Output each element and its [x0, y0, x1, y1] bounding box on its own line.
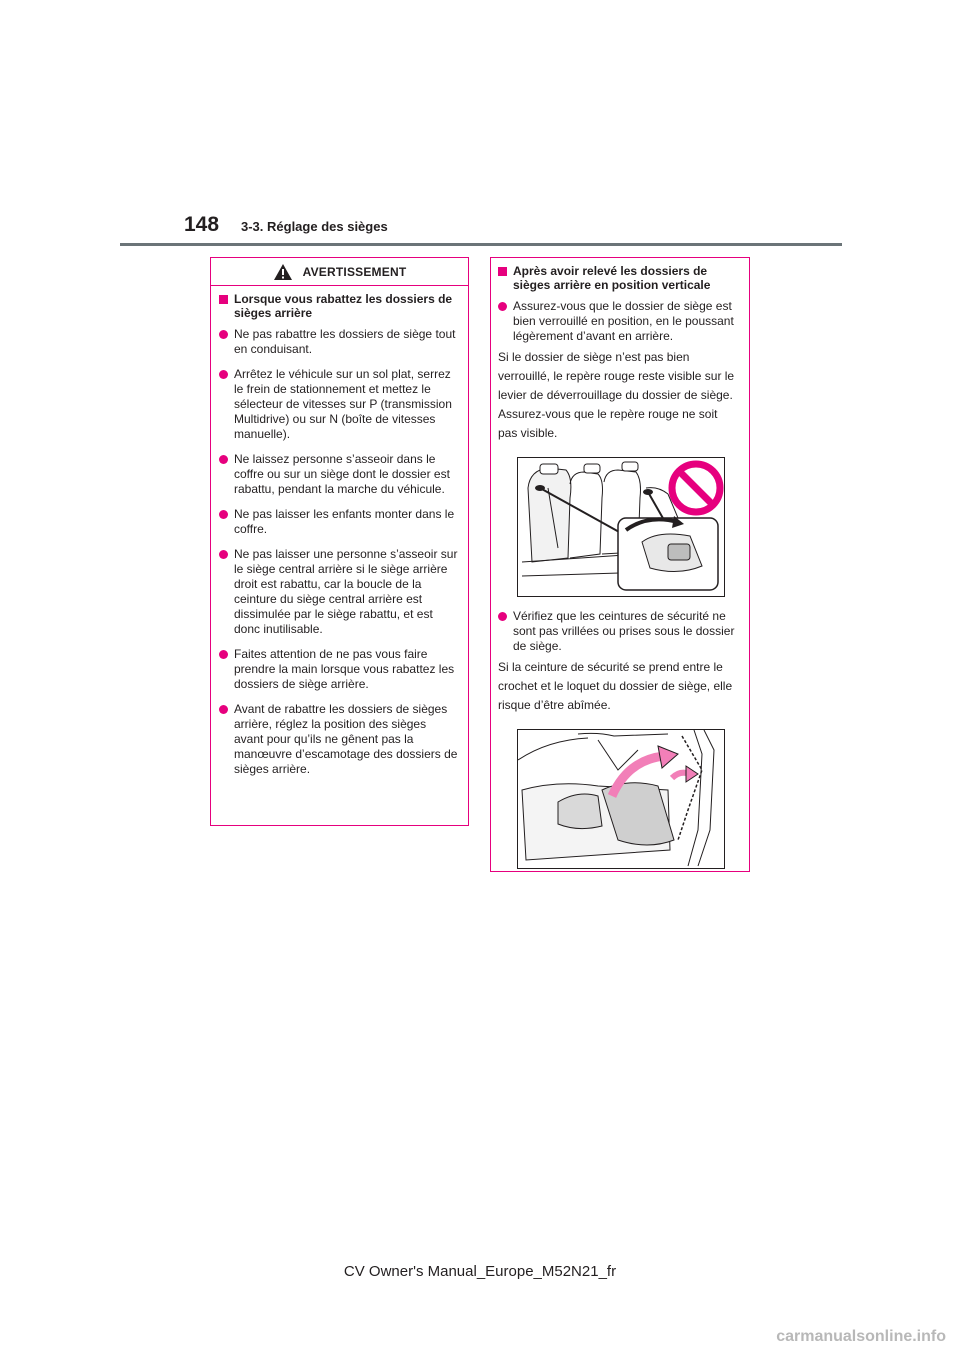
square-bullet-icon	[498, 267, 507, 276]
list-item-text: Ne pas laisser une personne s’asseoir sur le siège central arrière si le siège arrière droit est rabattu, car la boucle de la ceinture du siège central arrière est dissimulée par le siège rabattu, et est donc inutilisable.	[234, 547, 458, 636]
page-number: 148	[184, 213, 220, 236]
footer-text: CV Owner's Manual_Europe_M52N21_fr	[343, 1263, 617, 1280]
list-item	[498, 299, 739, 344]
seat-belt-illustration	[517, 729, 725, 869]
warning-heading	[219, 292, 458, 320]
list-item-text: Ne pas laisser les enfants monter dans le coffre.	[234, 507, 455, 536]
warning-header	[211, 258, 468, 286]
bullet-icon	[498, 612, 507, 621]
list-item	[498, 609, 739, 654]
list-item	[219, 507, 458, 537]
paragraph: Si la ceinture de sécurité se prend entre le crochet et le loquet du dossier de siège, elle risque d’être abîmée.	[498, 660, 733, 712]
list-item-text: Arrêtez le véhicule sur un sol plat, serrez le frein de stationnement et mettez le sélecteur de vitesses sur P (transmission Multidrive) ou sur N (boîte de vitesses manuelle).	[234, 367, 452, 441]
list-item	[219, 327, 458, 357]
list-item-text: Ne pas rabattre les dossiers de siège tout en conduisant.	[234, 327, 456, 356]
header-rule	[120, 243, 842, 246]
bullet-icon	[219, 705, 228, 714]
warning-triangle-icon	[273, 263, 293, 281]
list-item-text: Faites attention de ne pas vous faire prendre la main lorsque vous rabattez les dossiers de siège arrière.	[234, 647, 455, 691]
list-item	[219, 547, 458, 637]
warning-heading-text: Lorsque vous rabattez les dossiers de sièges arrière	[234, 292, 453, 320]
list-item	[219, 647, 458, 692]
bullet-icon	[219, 650, 228, 659]
paragraph: Si le dossier de siège n’est pas bien verrouillé, le repère rouge reste visible sur le levier de déverrouillage du dossier de siège. Assurez-vous que le repère rouge ne soit pas visible.	[498, 350, 735, 440]
seat-lock-illustration	[517, 457, 725, 597]
square-bullet-icon	[219, 295, 228, 304]
list-item-text: Vérifiez que les ceintures de sécurité ne sont pas vrillées ou prises sous le dossier de siège.	[513, 609, 735, 653]
list-item	[219, 702, 458, 777]
list-item-text: Assurez-vous que le dossier de siège est bien verrouillé en position, en le poussant légèrement d’avant en arrière.	[513, 299, 734, 343]
seat-belt-drawing	[518, 730, 724, 868]
bullet-icon	[498, 302, 507, 311]
section-title: 3-3. Réglage des sièges	[241, 219, 388, 234]
info-box	[490, 257, 750, 872]
bullet-icon	[219, 550, 228, 559]
info-heading-text: Après avoir relevé les dossiers de sièges arrière en position verticale	[513, 264, 711, 292]
bullet-icon	[219, 370, 228, 379]
info-heading	[498, 264, 739, 292]
seat-lock-drawing	[518, 458, 724, 596]
list-item-text: Ne laissez personne s’asseoir dans le coffre ou sur un siège dont le dossier est rabattu, pendant la marche du véhicule.	[234, 452, 450, 496]
prohibition-icon	[672, 464, 720, 512]
list-item-text: Avant de rabattre les dossiers de sièges arrière, réglez la position des sièges avant pour qu’ils ne gênent pas la manœuvre d’escamotage des dossiers de sièges arrière.	[234, 702, 458, 776]
bullet-icon	[219, 510, 228, 519]
warning-box	[210, 257, 469, 826]
bullet-icon	[219, 455, 228, 464]
bullet-icon	[219, 330, 228, 339]
list-item	[219, 452, 458, 497]
watermark: carmanualsonline.info	[776, 1328, 946, 1345]
warning-title: AVERTISSEMENT	[302, 264, 407, 279]
list-item	[219, 367, 458, 442]
